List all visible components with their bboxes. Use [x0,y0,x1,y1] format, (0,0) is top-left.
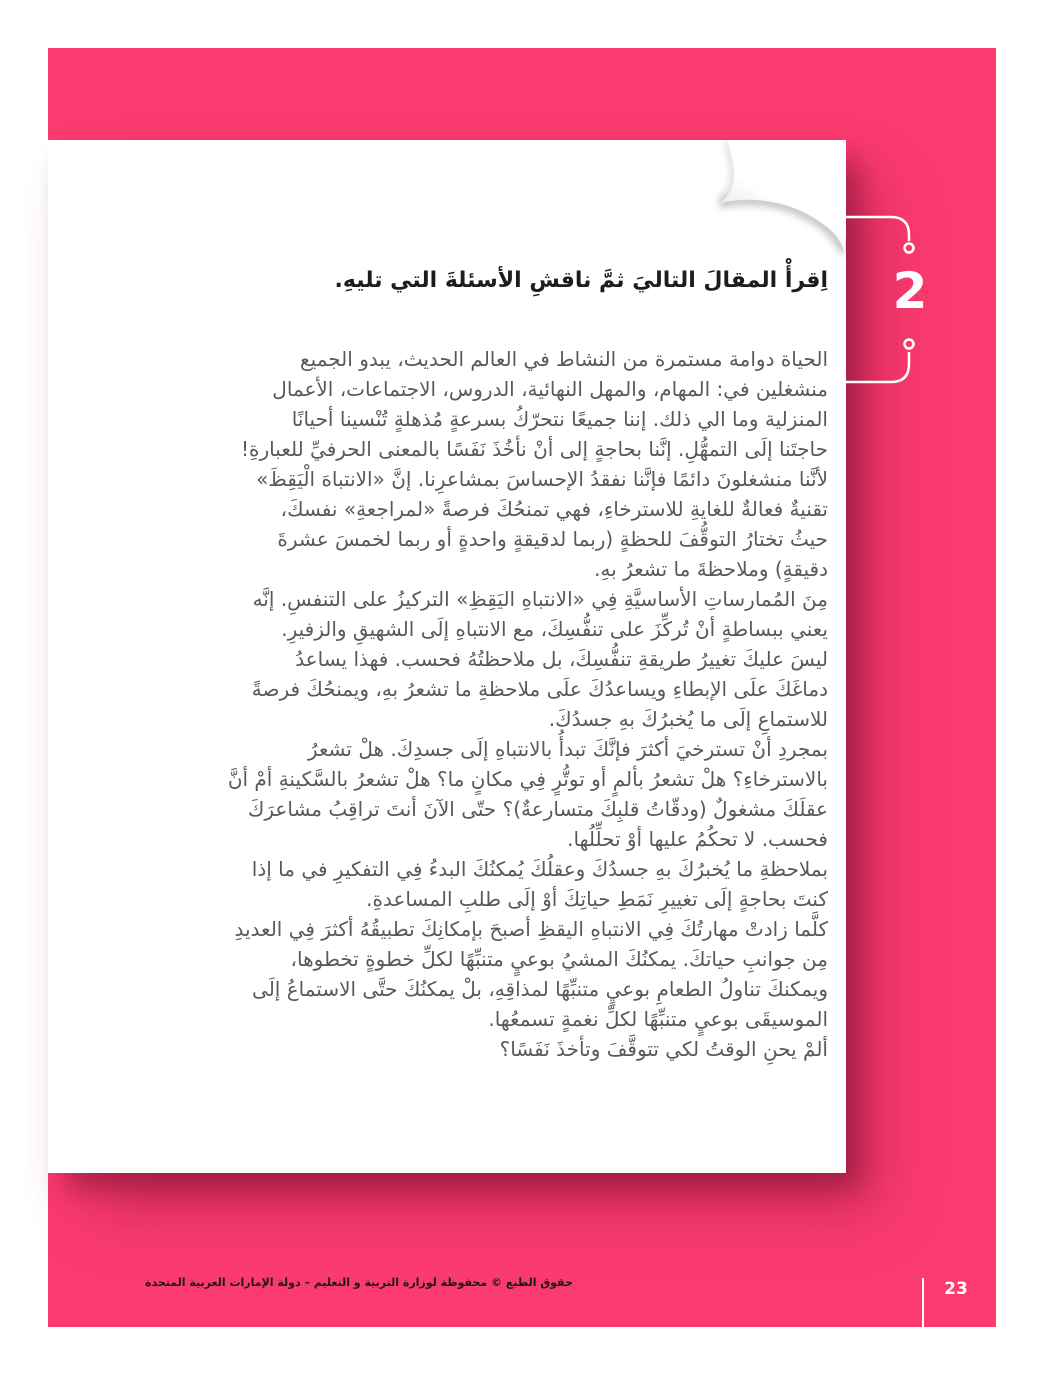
article-line: بملاحظةِ ما يُخبرُكَ بهِ جسدُكَ وعقلُكَ يُمكنُكَ البدءُ فِي التفكيرِ في ما إذا [251,857,828,881]
article-line: تقنيةٌ فعالةٌ للغايةِ للاسترخاءِ، فهي تمنحُكَ فرصةً «لمراجعةِ» نفسكَ، [280,497,828,521]
instruction-heading: اِقرأْ المقالَ التاليَ ثمَّ ناقشِ الأسئلةَ التي تليهِ. [334,268,828,293]
footer-copyright: حقوق الطبع © محفوظة لوزارة التربية و التعليم – دولة الإمارات العربية المتحدة [145,1276,573,1289]
article-line: ألمْ يحنِ الوقتُ لكي تتوقَّفَ وتأخذَ نَفَسًا؟ [499,1037,828,1061]
page-number-divider [922,1278,924,1327]
article-card [48,140,846,1173]
article-line: حاجتَنا إلَى التمهُّلِ. إنَّنا بحاجةٍ إلى أنْ نأخُذَ نَفَسًا بالمعنى الحرفيِّ للعبارةِ! [241,437,828,461]
article-line: بمجردِ أنْ تسترخيَ أكثرَ فإنَّكَ تبدأُ بالانتباهِ إلَى جسدِكَ. هلْ تشعرُ [307,737,828,761]
article-line: فحسب. لا تحكُمُ عليها أوْ تحلِّلُها. [567,827,828,851]
article-line: الموسيقَى بوعيٍ متنبِّهًا لكلِّ نغمةٍ تسمعُها. [488,1007,828,1031]
article-line: دقيقةٍ) وملاحظةَ ما تشعرُ بهِ. [594,557,828,581]
article-line: للاستماعِ إلَى ما يُخبرُكَ بهِ جسدُكَ. [548,707,828,731]
article-line: ليسَ عليكَ تغييرُ طريقةِ تنفُّسِكَ، بل ملاحظتُهُ فحسب. فهذا يساعدُ [295,647,828,671]
article-line: مِن جوانبِ حياتكَ. يمكنُكَ المشيُ بوعيٍ متنبِّهًا لكلِّ خطوةٍ تخطوها، [290,947,828,971]
article-line: كنتَ بحاجةٍ إلَى تغييرِ نَمَطِ حياتِكَ أوْ إلَى طلبِ المساعدةِ. [366,887,828,911]
article-line: يعني ببساطةٍ أنْ تُركِّزَ على تنفُّسِكَ، مع الانتباهِ إلَى الشهيقِ والزفيرِ. [281,617,828,641]
article-line: بالاسترخاءِ؟ هلْ تشعرُ بألمٍ أو توتُّرٍ فِي مكانٍ ما؟ هلْ تشعرُ بالسَّكينةِ أمْ أنَّ [227,767,828,791]
article-line: ويمكنكَ تناولُ الطعامِ بوعيٍ متنبِّهًا لمذاقِهِ، بلْ يمكنُكَ حتَّى الاستماعُ إلَى [252,977,828,1001]
article-line: الحياة دوامة مستمرة من النشاط في العالم الحديث، يبدو الجميع [300,347,828,371]
section-number: 2 [892,262,928,320]
page-number: 23 [944,1279,968,1299]
article-text [74,344,828,1064]
article-line: المنزلية وما الي ذلك. إننا جميعًا نتحرّكُ بسرعةٍ مُذهلةٍ تُنْسينا أحيانًا [291,407,828,431]
article-line: مِنَ المُمارساتِ الأساسيَّةِ فِي «الانتباهِ اليَقِظِ» التركيزُ على التنفسِ. إنَّه [252,587,828,611]
article-line: منشغلين في: المهام، والمهل النهائية، الدروس، الاجتماعات، الأعمال [272,377,828,401]
article-line: عقلَكَ مشغولٌ (ودقّاتُ قلبِكَ متسارعةٌ)؟ حتّى الآنَ أنتَ تراقِبُ مشاعرَكَ [247,797,828,821]
article-line: كلَّما زادتْ مهارتُكَ فِي الانتباهِ اليقظِ أصبحَ بإمكانِكَ تطبيقُهُ أكثرَ فِي العديدِ [234,917,828,941]
article-line: لأنَّنا منشغلونَ دائمًا فإنَّنا نفقدُ الإحساسَ بمشاعرِنا. إنَّ «الانتباهَ الْيَقِظَ» [256,467,828,491]
article-line: حيثُ تختارُ التوقُّفَ للحظةٍ (ربما لدقيقةٍ واحدةٍ أو ربما لخمسَ عشرةَ [277,527,828,551]
page-curl-icon [713,140,846,258]
article-line: دماغَكَ علَى الإبطاءِ ويساعدُكَ علَى ملاحظةِ ما تشعرُ بهِ، ويمنحُكَ فرصةً [251,677,828,701]
